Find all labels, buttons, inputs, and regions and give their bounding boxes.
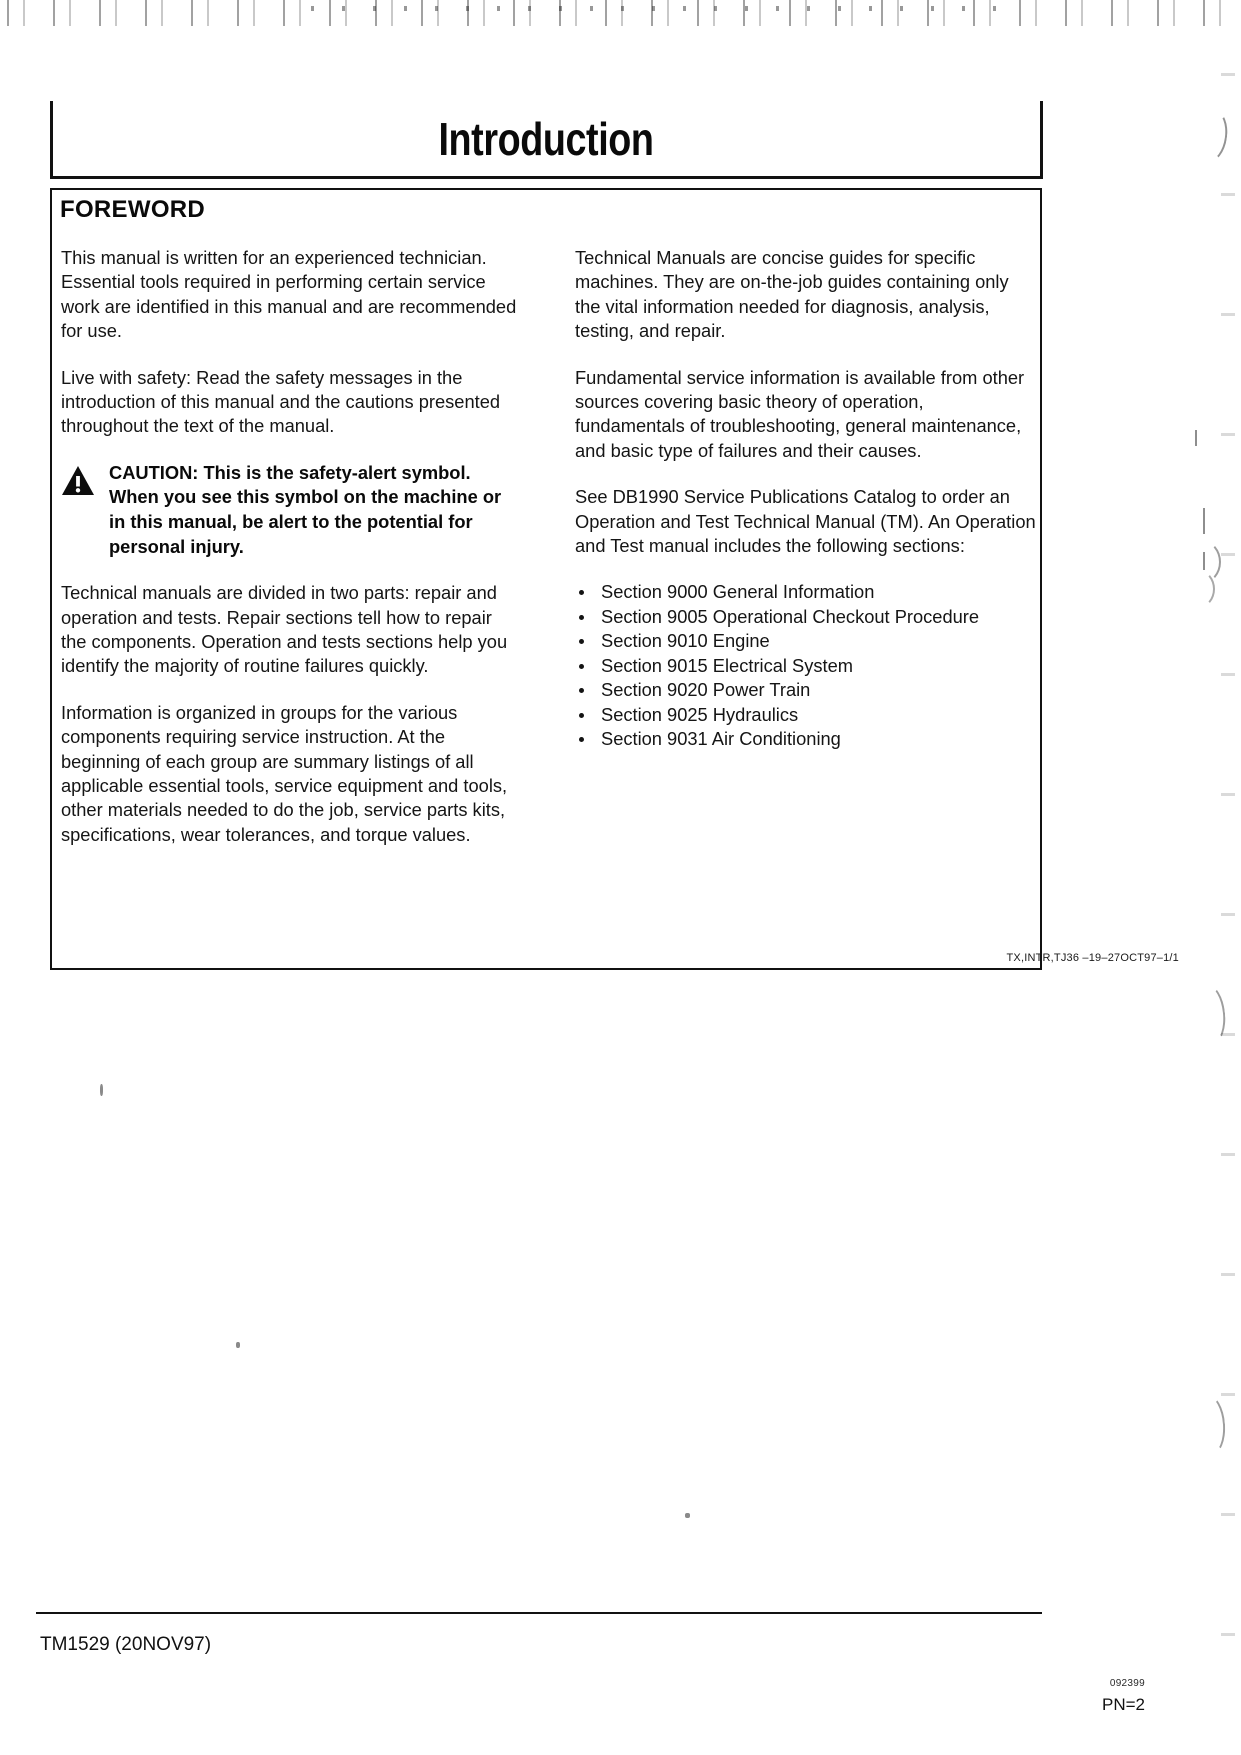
footer-divider: [36, 1612, 1042, 1614]
scan-artifact-top-edge: [0, 0, 1241, 26]
paragraph: Live with safety: Read the safety messages in the introduction of this manual and the cautions presented throughout the text of the manual.: [61, 366, 501, 437]
footer-manual-id: TM1529 (20NOV97): [40, 1634, 212, 1655]
two-column-body: [61, 246, 1036, 847]
paragraph: Technical Manuals are concise guides for specific machines. They are on-the-job guides containing only the vital information needed for diagnosis, analysis, testing, and repair.: [575, 247, 1009, 342]
paragraph: This manual is written for an experienced technician. Essential tools required in performing certain service work are identified in this manual and are recommended for use.: [61, 247, 517, 342]
list-item: Section 9025 Hydraulics: [575, 703, 1036, 727]
paragraph: Fundamental service information is available from other sources covering basic theory of operation, fundamentals of troubleshooting, general maintenance, and basic type of failures and their causes.: [575, 366, 1025, 461]
scan-artifact-tick: [1195, 430, 1197, 446]
scan-artifact-speck: [236, 1342, 240, 1348]
foreword-heading: FOREWORD: [60, 196, 206, 223]
caution-text: CAUTION: This is the safety-alert symbol. When you see this symbol on the machine or in this manual, be alert to the potential for personal injury.: [109, 461, 502, 557]
footer-doc-code: 092399: [1109, 1678, 1145, 1689]
list-item: Section 9005 Operational Checkout Procedure: [575, 605, 1036, 629]
paragraph: Information is organized in groups for the various components requiring service instruction. At the beginning of each group are summary listings of all applicable essential tools, service equipment and tools, other materials needed to do the job, service parts kits, specifications, wear tolerances, and torque values.: [61, 701, 508, 845]
scan-artifact-ring: [1194, 108, 1231, 164]
scan-artifact-ring: [1193, 1394, 1227, 1456]
scan-artifact-speck: [100, 1084, 103, 1096]
right-column: [575, 246, 1036, 847]
scan-artifact-speck: [685, 1513, 690, 1518]
scan-artifact-ring: [1183, 540, 1221, 584]
scan-artifact-right-edge: [1221, 40, 1235, 1640]
scan-artifact-tick: [1203, 508, 1205, 534]
list-item: Section 9010 Engine: [575, 629, 1036, 653]
scan-artifact-top-speckle: [300, 6, 1000, 11]
list-item: Section 9020 Power Train: [575, 678, 1036, 702]
page-title: Introduction: [438, 113, 654, 165]
scan-artifact-ring: [1194, 984, 1228, 1045]
section-list: [575, 580, 1036, 751]
safety-alert-triangle-icon: [61, 465, 95, 497]
footer-page-number: PN=2: [1102, 1695, 1145, 1714]
paragraph: Technical manuals are divided in two parts: repair and operation and tests. Repair sections tell how to repair the components. Operation and tests sections help you identify the majority of routine failures quickly.: [61, 582, 508, 677]
paragraph: See DB1990 Service Publications Catalog to order an Operation and Test Technical Manual (TM). An Operation and Test manual includes the following sections:: [575, 486, 1036, 557]
reference-code: TX,INTR,TJ36 –19–27OCT97–1/1: [1006, 952, 1179, 964]
scan-artifact-ring: [1183, 570, 1215, 608]
list-item: Section 9000 General Information: [575, 580, 1036, 604]
left-column: [61, 246, 522, 847]
list-item: Section 9031 Air Conditioning: [575, 727, 1036, 751]
scan-artifact-tick: [1203, 552, 1205, 570]
list-item: Section 9015 Electrical System: [575, 654, 1036, 678]
caution-block: [61, 461, 522, 559]
